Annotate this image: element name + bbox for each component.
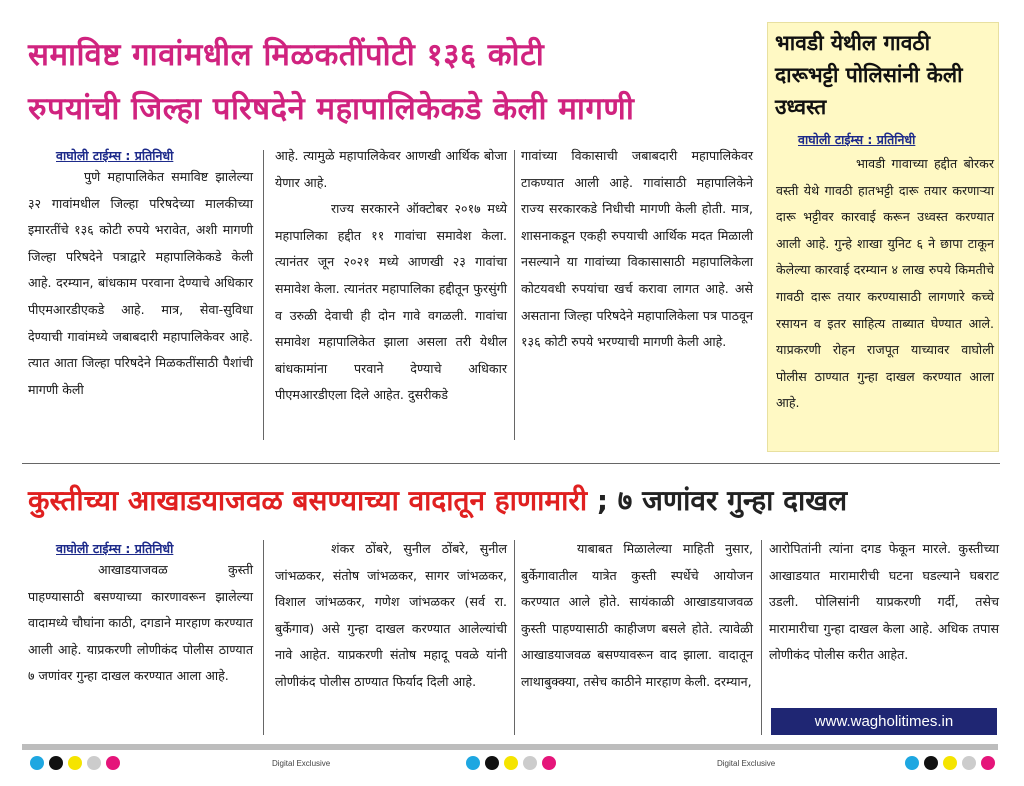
registration-dot	[962, 756, 976, 770]
registration-dot	[68, 756, 82, 770]
story2-column-3-text: याबाबत मिळालेल्या माहिती नुसार, बुर्केगावातील यात्रेत कुस्ती स्पर्धेचे आयोजन करण्यात आले होते. सायंकाळी आखाडयाजवळ कुस्ती पाहण्यासाठी काहीजण बसले होते. त्यावेळी आखाडयाजवळ बसण्यावरून वाद झाला. वादातून लाथाबुक्क्या, तसेच काठीने मारहाण केली. दरम्यान,	[521, 541, 753, 689]
story2-column-2	[275, 536, 507, 696]
story2-column-1-text: आखाडयाजवळ कुस्ती पाहण्यासाठी बसण्याच्या कारणावरून झालेल्या वादामध्ये चौघांना काठी, दगडाने मारहाण करण्यात आली आहे. याप्रकरणी लोणीकंद पोलीस ठाण्यात ७ जणांवर गुन्हा दाखल करण्यात आला आहे.	[28, 562, 253, 684]
footer-label-left: Digital Exclusive	[272, 759, 331, 768]
main-headline	[28, 28, 748, 136]
color-registration-dots-right	[905, 756, 995, 770]
registration-dot	[504, 756, 518, 770]
registration-dot	[905, 756, 919, 770]
sidebar-body	[776, 151, 994, 417]
story1-column-1-text: पुणे महापालिकेत समाविष्ट झालेल्या ३२ गावांमधील जिल्हा परिषदेच्या मालकीच्या इमारतींचे १३६ कोटी रुपये भरावेत, अशी मागणी जिल्हा परिषदेने पत्राद्वारे महापालिकेकडे केली आहे. दरम्यान, बांधकाम परवाना देण्याचे अधिकार पीएमआरडीएकडे आहे. मात्र, सेवा-सुविधा देण्याची गावांमध्ये जबाबदारी महापालिकेवर आहे. त्यात आता जिल्हा परिषदेने मिळकतींसाठी पैशांची मागणी केली	[28, 169, 253, 397]
registration-dot	[466, 756, 480, 770]
registration-dot	[924, 756, 938, 770]
sidebar-headline: भावडी येथील गावठी दारूभट्टी पोलिसांनी केली उध्वस्त	[775, 31, 963, 119]
story1-column-2	[275, 143, 507, 409]
story1-column-2-text-a: आहे. त्यामुळे महापालिकेवर आणखी आर्थिक बोजा येणार आहे.	[275, 148, 507, 190]
website-link[interactable]: www.wagholitimes.in	[771, 708, 997, 735]
main-headline-line1: समाविष्ट गावांमधील मिळकतींपोटी १३६ कोटी	[28, 37, 545, 73]
color-registration-dots-left	[30, 756, 120, 770]
story1-column-2-text-b: राज्य सरकारने ऑक्टोबर २०१७ मध्ये महापालिका हद्दीत ११ गावांचा समावेश केला. त्यानंतर जून २०२१ मध्ये आणखी २३ गावांचा समावेश केला. त्यानंतर महापालिका हद्दीतून फुरसुंगी व उरुळी देवाची ही दोन गावे वगळली. गावांचा समावेश महापालिकेत झाला असला तरी येथील बांधकामांना परवाने देण्याचे अधिकार पीएमआरडीएला दिले आहेत. दुसरीकडे	[275, 201, 507, 403]
footer-label-right: Digital Exclusive	[717, 759, 776, 768]
story1-byline: वाघोली टाईम्स : प्रतिनिधी	[56, 148, 174, 163]
sidebar-byline: वाघोली टाईम्स : प्रतिनिधी	[798, 132, 916, 147]
sidebar-body-text: भावडी गावाच्या हद्दीत बोरकर वस्ती येथे गावठी हातभट्टी दारू तयार करणाऱ्या दारू भट्टीवर कारवाई करून उध्वस्त करण्यात आली आहे. गुन्हे शाखा युनिट ६ ने छापा टाकून केलेल्या कारवाई दरम्यान ४ लाख रुपये किमतीचे गावठी दारू तयार करण्यासाठी लागणारे कच्चे रसायन व इतर साहित्य ताब्यात घेण्यात आले. याप्रकरणी रोहन राजपूत याच्यावर वाघोली पोलीस ठाण्यात गुन्हा दाखल करण्यात आला आहे.	[776, 156, 994, 411]
story2-column-2-text: शंकर ठोंबरे, सुनील ठोंबरे, सुनील जांभळकर, संतोष जांभळकर, सागर जांभळकर, विशाल जांभळकर, गणेश जांभळकर (सर्व रा. बुर्केगाव) असे गुन्हा दाखल करण्यात आलेल्यांची नावे आहेत. याप्रकरणी संतोष महादू पवळे यांनी लोणीकंद पोलीस ठाण्यात फिर्याद दिली आहे.	[275, 541, 507, 689]
registration-dot	[523, 756, 537, 770]
column-divider	[263, 150, 264, 440]
registration-dot	[87, 756, 101, 770]
story1-column-1	[28, 164, 253, 403]
registration-dot	[943, 756, 957, 770]
second-headline	[28, 478, 1008, 524]
column-divider	[514, 540, 515, 735]
sidebar-story-box	[767, 22, 999, 452]
column-divider	[514, 150, 515, 440]
column-divider	[761, 540, 762, 735]
registration-dot	[49, 756, 63, 770]
section-divider	[22, 463, 1000, 464]
registration-dot	[106, 756, 120, 770]
story2-column-3	[521, 536, 753, 696]
second-headline-sub: ; ७ जणांवर गुन्हा दाखल	[587, 484, 848, 517]
color-registration-dots-center	[466, 756, 556, 770]
column-divider	[263, 540, 264, 735]
story2-byline: वाघोली टाईम्स : प्रतिनिधी	[56, 541, 174, 556]
footer-bar	[22, 744, 998, 750]
story1-column-3-text: गावांच्या विकासाची जबाबदारी महापालिकेवर टाकण्यात आली आहे. गावांसाठी महापालिकेने राज्य सरकारकडे निधीची मागणी केली होती. मात्र, शासनाकडून एकही रुपयाची आर्थिक मदत मिळाली नसल्याने या गावांच्या विकासासाठी महापालिकेला कोटयवधी रुपयांचा खर्च करावा लागत आहे. असे असताना जिल्हा परिषदेने महापालिकेला पत्र पाठवून १३६ कोटी रुपये भरण्याची मागणी केली आहे.	[521, 148, 753, 350]
story1-column-3	[521, 143, 753, 356]
registration-dot	[485, 756, 499, 770]
main-headline-line2: रुपयांची जिल्हा परिषदेने महापालिकेकडे केली मागणी	[28, 91, 635, 127]
story2-column-1	[28, 557, 253, 690]
story2-column-4	[769, 536, 999, 669]
second-headline-main: कुस्तीच्या आखाडयाजवळ बसण्याच्या वादातून हाणामारी	[28, 484, 588, 517]
registration-dot	[981, 756, 995, 770]
registration-dot	[542, 756, 556, 770]
registration-dot	[30, 756, 44, 770]
story2-column-4-text: आरोपितांनी त्यांना दगड फेकून मारले. कुस्तीच्या आखाडयात मारामारीची घटना घडल्याने घबराट उडली. पोलिसांनी याप्रकरणी गर्दी, तसेच मारामारीचा गुन्हा दाखल केला आहे. अधिक तपास लोणीकंद पोलीस करीत आहेत.	[769, 541, 999, 663]
